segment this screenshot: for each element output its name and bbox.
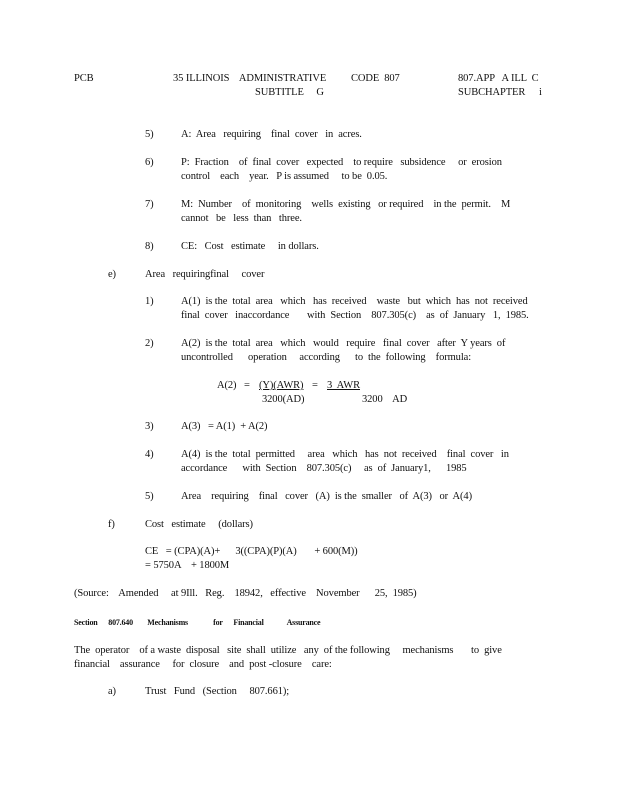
item-text-line: uncontrolled operation according to the following formula: bbox=[181, 352, 472, 363]
header-code: CODE 807 bbox=[351, 73, 400, 84]
item-text-line: A(2) is the total area which would require final cover after Y years of bbox=[181, 338, 506, 349]
item-number: 4) bbox=[145, 449, 154, 460]
section-heading: Area requiringfinal cover bbox=[145, 269, 265, 280]
header-subchapter: SUBCHAPTER bbox=[458, 87, 526, 98]
list-item-text: Trust Fund (Section 807.661); bbox=[145, 686, 290, 697]
formula-lhs: A(2) = bbox=[217, 380, 250, 391]
item-text-line: A(1) is the total area which has received waste but which has not received bbox=[181, 296, 528, 307]
item-number: 5) bbox=[145, 129, 154, 140]
section-heading: Cost estimate (dollars) bbox=[145, 519, 253, 530]
item-text: A: Area requiring final cover in acres. bbox=[181, 129, 362, 140]
formula-denominator: 3200(AD) bbox=[262, 394, 305, 405]
formula-denominator-2: 3200 AD bbox=[362, 394, 408, 405]
item-text: CE: Cost estimate in dollars. bbox=[181, 241, 319, 252]
item-number: 3) bbox=[145, 421, 154, 432]
item-text-line: accordance with Section 807.305(c) as of January1, 1985 bbox=[181, 463, 467, 474]
item-number: 1) bbox=[145, 296, 154, 307]
section-title: Section 807.640 Mechanisms for Financial Assurance bbox=[74, 618, 321, 627]
source-note: (Source: Amended at 9Ill. Reg. 18942, effective November 25, 1985) bbox=[74, 588, 417, 599]
item-text-line: A(4) is the total permitted area which has not received final cover in bbox=[181, 449, 509, 460]
item-text: Area requiring final cover (A) is the smaller of A(3) or A(4) bbox=[181, 491, 472, 502]
item-text: A(3) = A(1) + A(2) bbox=[181, 421, 268, 432]
item-number: 5) bbox=[145, 491, 154, 502]
header-subchapter-letter: i bbox=[539, 87, 542, 98]
formula-line: CE = (CPA)(A)+ 3((CPA)(P)(A) + 600(M)) bbox=[145, 546, 358, 557]
formula-numerator: (Y)(AWR) bbox=[259, 380, 304, 391]
header-title: 35 ILLINOIS ADMINISTRATIVE bbox=[173, 73, 327, 84]
header-subtitle: SUBTITLE G bbox=[255, 87, 324, 98]
item-number: 6) bbox=[145, 157, 154, 168]
item-number: 7) bbox=[145, 199, 154, 210]
item-text-line: final cover inaccordance with Section 807.305(c) as of January 1, 1985. bbox=[181, 310, 529, 321]
item-text-line: cannot be less than three. bbox=[181, 213, 302, 224]
formula-line: = 5750A + 1800M bbox=[145, 560, 230, 571]
paragraph-line: financial assurance for closure and post -closure care: bbox=[74, 659, 332, 670]
list-letter: a) bbox=[108, 686, 116, 697]
agency-label: PCB bbox=[74, 73, 94, 84]
item-text-line: P: Fraction of final cover expected to require subsidence or erosion bbox=[181, 157, 502, 168]
section-letter: e) bbox=[108, 269, 116, 280]
item-text-line: control each year. P is assumed to be 0.05. bbox=[181, 171, 388, 182]
item-text-line: M: Number of monitoring wells existing or required in the permit. M bbox=[181, 199, 511, 210]
paragraph-line: The operator of a waste disposal site shall utilize any of the following mechanisms to give bbox=[74, 645, 502, 656]
formula-numerator-2: 3 AWR bbox=[327, 380, 360, 391]
item-number: 8) bbox=[145, 241, 154, 252]
item-number: 2) bbox=[145, 338, 154, 349]
formula-equals: = bbox=[312, 380, 318, 391]
header-ref: 807.APP A ILL C bbox=[458, 73, 539, 84]
section-letter: f) bbox=[108, 519, 115, 530]
